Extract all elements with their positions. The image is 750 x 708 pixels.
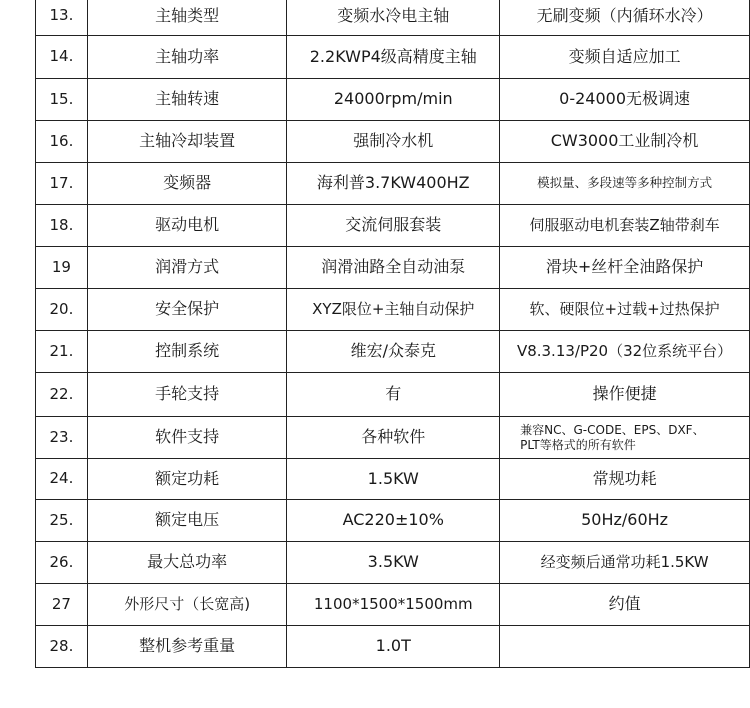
table-row	[36, 163, 750, 205]
item-name: 额定功耗	[87, 459, 287, 500]
item-spec: 1.0T	[287, 626, 500, 668]
spec-table	[35, 0, 750, 668]
item-spec: 1.5KW	[287, 459, 500, 500]
table-row	[36, 247, 750, 289]
item-note: 兼容NC、G-CODE、EPS、DXF、 PLT等格式的所有软件	[500, 417, 750, 459]
item-note: 0-24000无极调速	[500, 79, 750, 121]
item-name: 控制系统	[87, 331, 287, 373]
item-note: 经变频后通常功耗1.5KW	[500, 542, 750, 584]
item-note: V8.3.13/P20（32位系统平台）	[500, 331, 750, 373]
item-name: 手轮支持	[87, 373, 287, 417]
table-row	[36, 417, 750, 459]
table-row	[36, 289, 750, 331]
item-note: 软、硬限位+过载+过热保护	[500, 289, 750, 331]
row-number: 26.	[36, 542, 88, 584]
item-spec: 维宏/众泰克	[287, 331, 500, 373]
row-number: 20.	[36, 289, 88, 331]
item-spec: 交流伺服套装	[287, 205, 500, 247]
item-note: 滑块+丝杆全油路保护	[500, 247, 750, 289]
row-number: 25.	[36, 500, 88, 542]
item-note: 常规功耗	[500, 459, 750, 500]
item-note: CW3000工业制冷机	[500, 121, 750, 163]
item-note: 无刷变频（内循环水冷）	[500, 0, 750, 36]
spec-table-body	[36, 0, 750, 668]
row-number: 16.	[36, 121, 88, 163]
item-name: 主轴冷却装置	[87, 121, 287, 163]
item-note: 模拟量、多段速等多种控制方式	[500, 163, 750, 205]
item-name: 驱动电机	[87, 205, 287, 247]
table-row	[36, 373, 750, 417]
item-spec: 各种软件	[287, 417, 500, 459]
item-spec: AC220±10%	[287, 500, 500, 542]
item-name: 最大总功率	[87, 542, 287, 584]
item-name: 主轴类型	[87, 0, 287, 36]
item-spec: 2.2KWP4级高精度主轴	[287, 36, 500, 79]
item-spec: 3.5KW	[287, 542, 500, 584]
item-note: 50Hz/60Hz	[500, 500, 750, 542]
table-row	[36, 36, 750, 79]
item-note: 约值	[500, 584, 750, 626]
table-row	[36, 542, 750, 584]
item-name: 变频器	[87, 163, 287, 205]
row-number: 21.	[36, 331, 88, 373]
item-name: 安全保护	[87, 289, 287, 331]
item-name: 整机参考重量	[87, 626, 287, 668]
table-row	[36, 459, 750, 500]
item-spec: 润滑油路全自动油泵	[287, 247, 500, 289]
table-row	[36, 500, 750, 542]
table-row	[36, 121, 750, 163]
item-note: 变频自适应加工	[500, 36, 750, 79]
item-name: 外形尺寸（长宽高)	[87, 584, 287, 626]
item-spec: 海利普3.7KW400HZ	[287, 163, 500, 205]
item-spec: 24000rpm/min	[287, 79, 500, 121]
row-number: 18.	[36, 205, 88, 247]
table-row	[36, 205, 750, 247]
item-name: 额定电压	[87, 500, 287, 542]
row-number: 28.	[36, 626, 88, 668]
table-row	[36, 79, 750, 121]
table-row	[36, 584, 750, 626]
item-spec: 1100*1500*1500mm	[287, 584, 500, 626]
row-number: 19	[36, 247, 88, 289]
item-name: 主轴转速	[87, 79, 287, 121]
row-number: 14.	[36, 36, 88, 79]
item-note: 操作便捷	[500, 373, 750, 417]
table-row	[36, 331, 750, 373]
row-number: 23.	[36, 417, 88, 459]
item-note	[500, 626, 750, 668]
item-note: 伺服驱动电机套装Z轴带刹车	[500, 205, 750, 247]
row-number: 24.	[36, 459, 88, 500]
row-number: 13.	[36, 0, 88, 36]
item-spec: 变频水冷电主轴	[287, 0, 500, 36]
item-spec: 有	[287, 373, 500, 417]
table-row	[36, 626, 750, 668]
item-name: 软件支持	[87, 417, 287, 459]
row-number: 27	[36, 584, 88, 626]
item-name: 润滑方式	[87, 247, 287, 289]
row-number: 22.	[36, 373, 88, 417]
item-spec: XYZ限位+主轴自动保护	[287, 289, 500, 331]
item-spec: 强制冷水机	[287, 121, 500, 163]
row-number: 17.	[36, 163, 88, 205]
row-number: 15.	[36, 79, 88, 121]
table-row	[36, 0, 750, 36]
item-name: 主轴功率	[87, 36, 287, 79]
